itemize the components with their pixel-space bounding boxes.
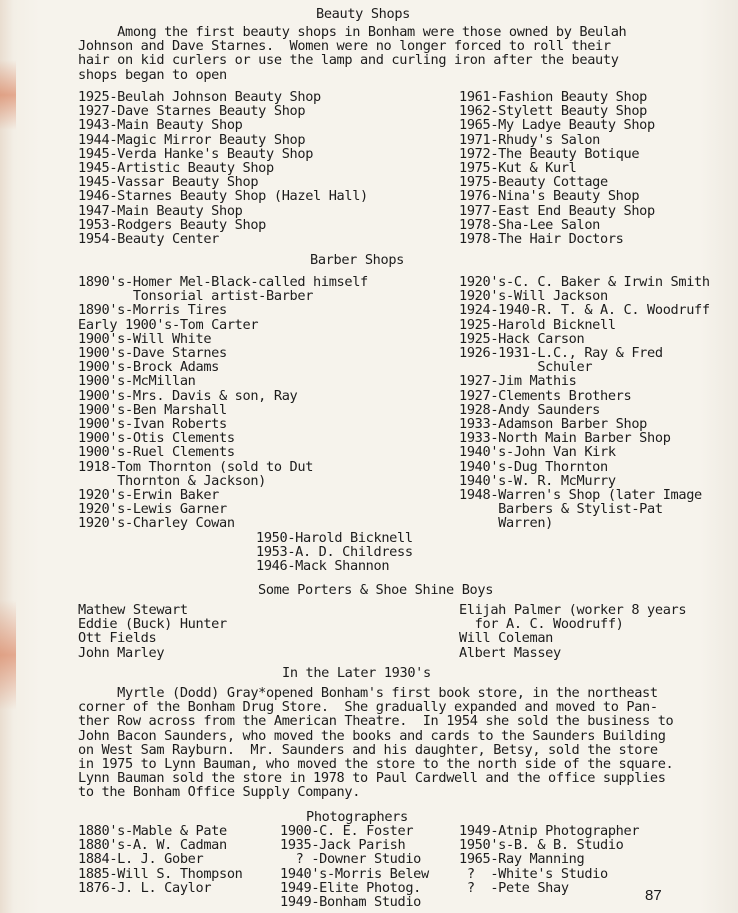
list-item: 1924-1940-R. T. & A. C. Woodruff [459,302,710,319]
text-line: to the Bonham Office Supply Company. [78,784,361,801]
barber-shops-list-left [78,275,368,531]
list-item: 1890's-Morris Tires [78,302,227,319]
list-item: 1976-Nina's Beauty Shop [459,188,640,205]
list-item: 1900's-Brock Adams [78,359,220,376]
list-item: 1890's-Homer Mel-Black-called himself [78,274,368,290]
page-number: 87 [645,887,662,904]
list-item: 1975-Kut & Kurl [459,160,577,177]
list-item: Early 1900's-Tom Carter [78,316,259,333]
list-item: Barbers & Stylist-Pat [459,501,663,518]
list-item: 1972-The Beauty Botique [459,145,640,162]
list-item: 1945-Vassar Beauty Shop [78,174,259,191]
photographers-list-col3 [459,824,639,895]
list-item: 1918-Tom Thornton (sold to Dut [78,458,314,475]
list-item: 1950's-B. & B. Studio [459,837,624,854]
list-item: 1978-Sha-Lee Salon [459,216,601,233]
list-item: 1940's-John Van Kirk [459,444,616,461]
list-item: 1940's-Dug Thornton [459,458,608,475]
list-item: for A. C. Woodruff) [459,616,624,633]
list-item: ? -Pete Shay [459,879,569,896]
list-item: 1900's-Ivan Roberts [78,416,227,433]
list-item: 1953-A. D. Childress [256,544,413,561]
text-line: John Bacon Saunders, who moved the books and cards to the Saunders Building [78,727,666,744]
list-item: Will Coleman [459,630,554,647]
list-item: 1928-Andy Saunders [459,401,601,418]
text-line: Among the first beauty shops in Bonham were those owned by Beulah [78,24,627,40]
list-item: 1975-Beauty Cottage [459,174,608,191]
list-item: 1978-The Hair Doctors [459,231,624,248]
list-item: 1943-Main Beauty Shop [78,117,243,134]
list-item: 1927-Dave Starnes Beauty Shop [78,103,306,120]
book-store-paragraph [78,686,673,800]
list-item: 1949-Atnip Photographer [459,823,640,839]
text-line: on West Sam Rayburn. Mr. Saunders and his daughter, Betsy, sold the store [78,741,658,758]
list-item: Schuler [459,359,593,376]
list-item: 1948-Warren's Shop (later Image [459,487,702,504]
barber-shops-heading: Barber Shops [310,252,405,268]
list-item: 1950-Harold Bicknell [256,530,413,546]
list-item: 1925-Harold Bicknell [459,316,616,333]
list-item: 1900's-Ruel Clements [78,444,235,461]
photographers-list-col2 [280,824,429,909]
list-item: Albert Massey [459,644,561,661]
list-item: 1954-Beauty Center [78,231,220,248]
list-item: Ott Fields [78,630,157,647]
photographers-heading: Photographers [306,809,408,825]
list-item: 1920's-C. C. Baker & Irwin Smith [459,274,710,290]
list-item: 1945-Artistic Beauty Shop [78,160,274,177]
list-item: 1927-Jim Mathis [459,373,577,390]
list-item: 1920's-Charley Cowan [78,515,235,532]
list-item: ? -White's Studio [459,865,608,882]
list-item: 1971-Rhudy's Salon [459,131,601,148]
list-item: 1977-East End Beauty Shop [459,202,655,219]
list-item: 1945-Verda Hanke's Beauty Shop [78,145,314,162]
list-item: 1949-Bonham Studio [280,894,422,911]
list-item: ? -Downer Studio [280,851,422,868]
list-item: 1880's-A. W. Cadman [78,837,227,854]
list-item: 1946-Starnes Beauty Shop (Hazel Hall) [78,188,368,205]
list-item: 1920's-Will Jackson [459,288,608,305]
list-item: 1900's-Ben Marshall [78,401,227,418]
barber-shops-list-center [256,531,413,574]
text-line: Lynn Bauman sold the store in 1978 to Paul Cardwell and the office supplies [78,770,666,787]
list-item: Mathew Stewart [78,602,188,618]
beauty-intro-paragraph [78,25,626,82]
list-item: 1920's-Erwin Baker [78,487,220,504]
text-line: ther Row across from the American Theatre. In 1954 she sold the business to [78,713,674,730]
list-item: Warren) [459,515,554,532]
list-item: 1944-Magic Mirror Beauty Shop [78,131,306,148]
porters-list-left [78,603,227,660]
beauty-shops-heading: Beauty Shops [316,6,411,22]
text-line: Johnson and Dave Starnes. Women were no longer forced to roll their [78,38,611,55]
barber-shops-list-right [459,275,710,531]
text-line: Myrtle (Dodd) Gray*opened Bonham's first book store, in the northeast [78,685,658,701]
porters-list-right [459,603,686,660]
beauty-shops-list-left [78,90,368,246]
text-line: corner of the Bonham Drug Store. She gradually expanded and moved to Pan- [78,699,658,716]
list-item: Eddie (Buck) Hunter [78,616,227,633]
list-item: 1953-Rodgers Beauty Shop [78,216,267,233]
photographers-list-col1 [78,824,243,895]
list-item: 1885-Will S. Thompson [78,865,243,882]
list-item: John Marley [78,644,165,661]
paper-stain [0,60,16,130]
list-item: 1920's-Lewis Garner [78,501,227,518]
list-item: 1925-Beulah Johnson Beauty Shop [78,89,321,105]
list-item: 1900's-Otis Clements [78,430,235,447]
paper-stain [0,600,16,710]
list-item: Elijah Palmer (worker 8 years [459,602,687,618]
list-item: 1900's-Mrs. Davis & son, Ray [78,387,298,404]
list-item: 1946-Mack Shannon [256,558,390,575]
text-line: shops began to open [78,66,227,83]
list-item: 1876-J. L. Caylor [78,879,212,896]
list-item: 1940's-Morris Belew [280,865,429,882]
beauty-shops-list-right [459,90,655,246]
list-item: 1900-C. E. Foster [280,823,414,839]
list-item: Tonsorial artist-Barber [78,288,314,305]
text-line: hair on kid curlers or use the lamp and curling iron after the beauty [78,52,619,69]
list-item: 1961-Fashion Beauty Shop [459,89,648,105]
list-item: 1940's-W. R. McMurry [459,472,616,489]
list-item: Thornton & Jackson) [78,472,267,489]
list-item: 1965-Ray Manning [459,851,585,868]
list-item: 1900's-McMillan [78,373,196,390]
list-item: 1933-North Main Barber Shop [459,430,671,447]
porters-heading: Some Porters & Shoe Shine Boys [258,582,494,598]
list-item: 1933-Adamson Barber Shop [459,416,648,433]
list-item: 1900's-Will White [78,330,212,347]
later-1930s-heading: In the Later 1930's [282,665,431,681]
text-line: in 1975 to Lynn Bauman, who moved the store to the north side of the square. [78,756,674,773]
list-item: 1947-Main Beauty Shop [78,202,243,219]
list-item: 1900's-Dave Starnes [78,345,227,362]
list-item: 1884-L. J. Gober [78,851,204,868]
list-item: 1926-1931-L.C., Ray & Fred [459,345,663,362]
list-item: 1927-Clements Brothers [459,387,632,404]
list-item: 1880's-Mable & Pate [78,823,227,839]
list-item: 1962-Stylett Beauty Shop [459,103,648,120]
list-item: 1935-Jack Parish [280,837,406,854]
list-item: 1965-My Ladye Beauty Shop [459,117,655,134]
list-item: 1925-Hack Carson [459,330,585,347]
list-item: 1949-Elite Photog. [280,879,422,896]
